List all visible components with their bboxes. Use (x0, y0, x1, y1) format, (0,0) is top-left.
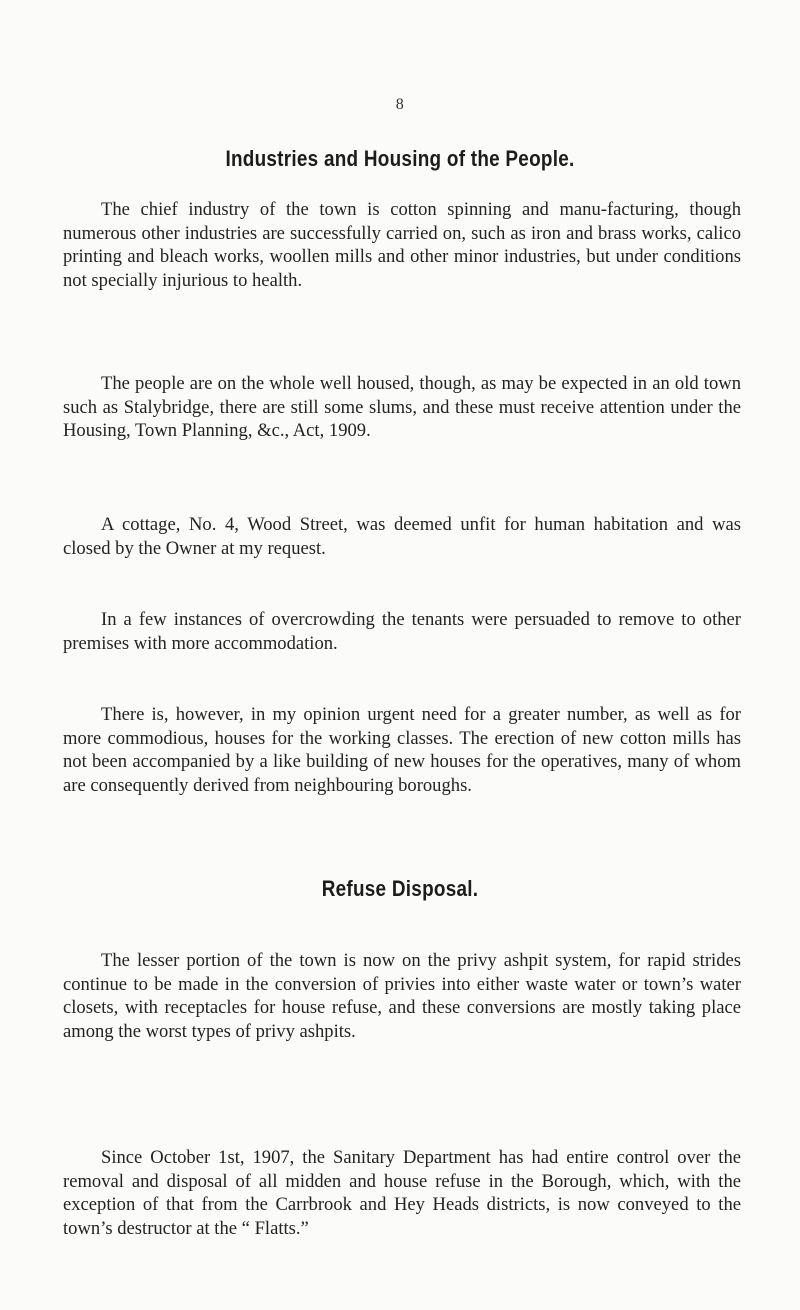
section-heading-refuse-disposal: Refuse Disposal. (321, 876, 479, 901)
paragraph-privy-ashpit-system: The lesser portion of the town is now on the privy ashpit system, for rapid strides continue to be made in the conversion of privies into either waste water or town’s water closets, with receptacles for house refuse, and these conversions are mostly taking place among the worst types of privy ashpits. (63, 950, 741, 1042)
section-heading-industries-housing: Industries and Housing of the People. (225, 146, 575, 171)
page-number: 8 (395, 96, 405, 113)
paragraph-sanitary-department: Since October 1st, 1907, the Sanitary Department has had entire control over the removal and disposal of all midden and house refuse in the Borough, which, with the exception of that from the Carrbrook and Hey Heads districts, is now conveyed to the town’s destructor at the “ Flatts.” (63, 1147, 741, 1239)
paragraph-housing-need: There is, however, in my opinion urgent need for a greater number, as well as for more commodious, houses for the working classes. The erection of new cotton mills has not been accompanied by a like building of new houses for the operatives, many of whom are consequently derived from neighbouring boroughs. (63, 704, 741, 796)
paragraph-chief-industry: The chief industry of the town is cotton spinning and manu-facturing, though numerous other industries are successfully carried on, such as iron and brass works, calico printing and bleach works, woollen mills and other minor industries, but under conditions not specially injurious to health. (63, 199, 741, 291)
paragraph-overcrowding: In a few instances of overcrowding the tenants were persuaded to remove to other premises with more accommodation. (63, 609, 741, 654)
paragraph-housing-conditions: The people are on the whole well housed, though, as may be expected in an old town such as Stalybridge, there are still some slums, and these must receive attention under the Housing, Town Planning, &c., Act, 1909. (63, 373, 741, 441)
paragraph-wood-street-cottage: A cottage, No. 4, Wood Street, was deemed unfit for human habitation and was closed by the Owner at my request. (63, 514, 741, 559)
